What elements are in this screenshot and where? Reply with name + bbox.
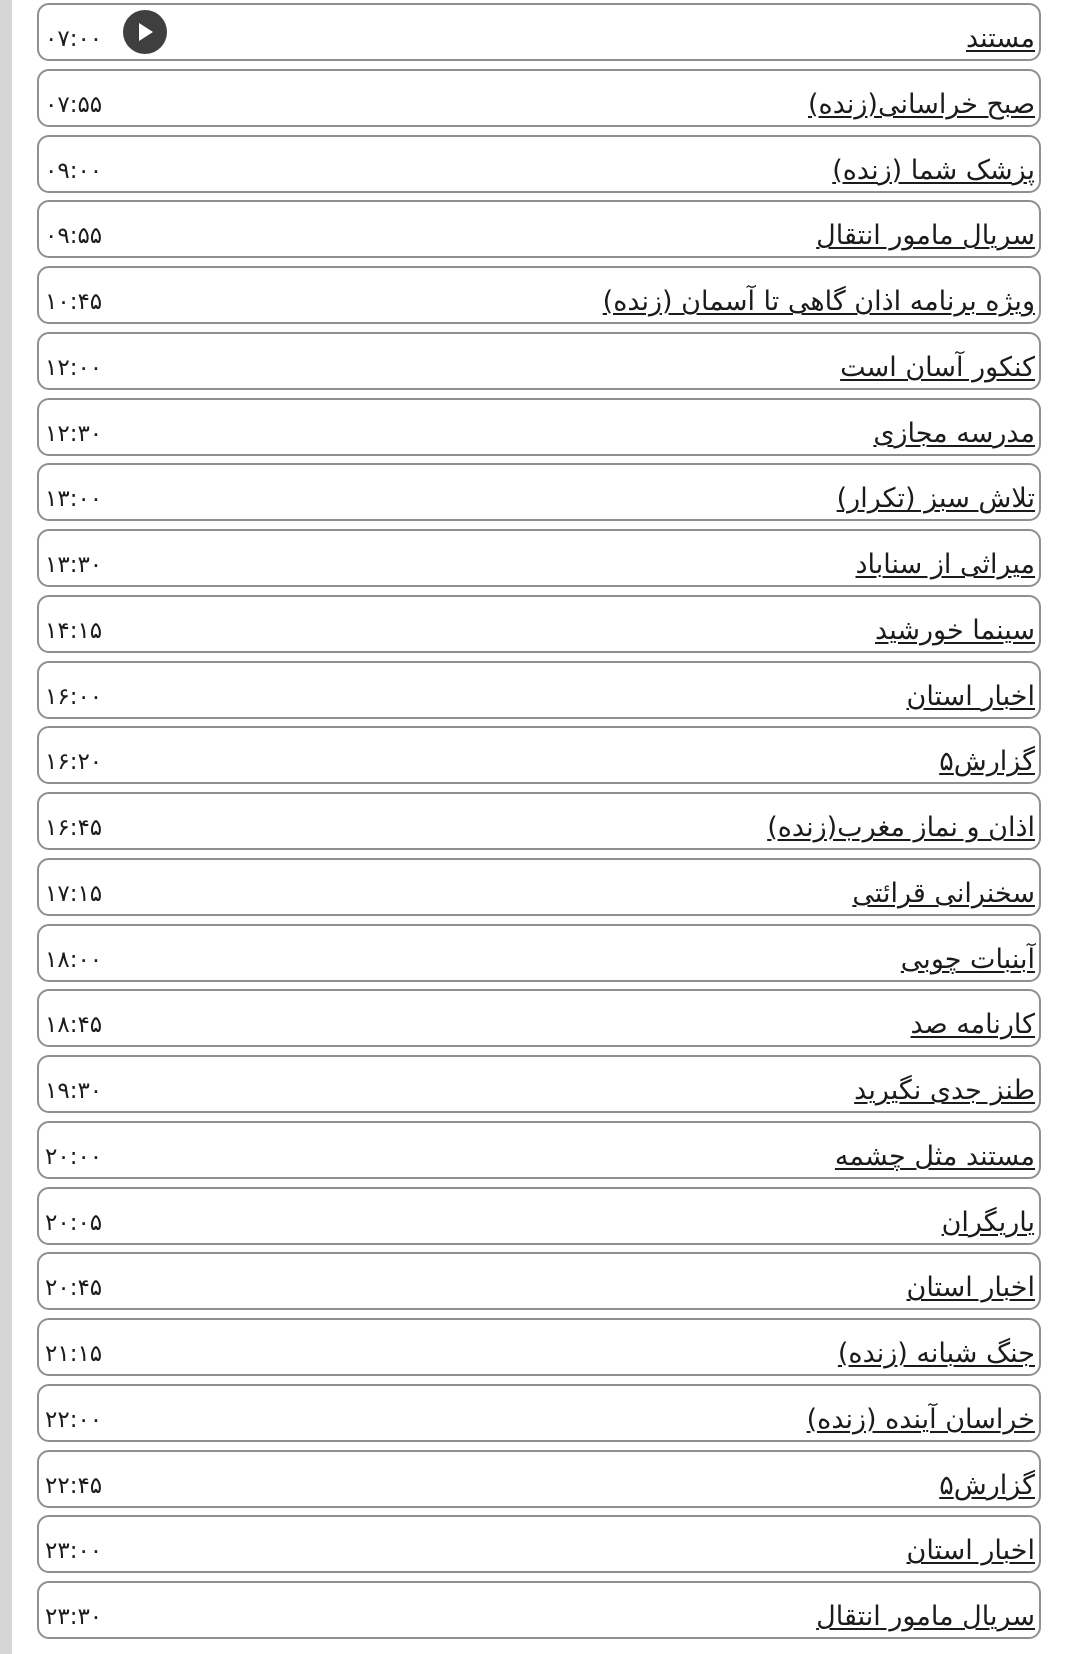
program-time: ۱۶:۲۰ — [45, 749, 103, 776]
schedule-item[interactable] — [37, 1450, 1041, 1508]
schedule-list — [37, 3, 1041, 1647]
program-title[interactable]: یاریگران — [941, 1206, 1035, 1238]
program-time: ۲۰:۰۰ — [45, 1143, 103, 1170]
program-title[interactable]: پزشک شما (زنده) — [832, 154, 1035, 186]
program-time: ۰۹:۰۰ — [45, 157, 103, 184]
program-title[interactable]: اخبار استان — [906, 680, 1035, 712]
program-time: ۰۹:۵۵ — [45, 223, 103, 250]
schedule-item[interactable] — [37, 3, 1041, 61]
schedule-item[interactable] — [37, 1515, 1041, 1573]
schedule-item[interactable] — [37, 135, 1041, 193]
program-title[interactable]: کنکور آسان است — [840, 351, 1035, 383]
program-title[interactable]: مستند مثل چشمه — [834, 1140, 1035, 1172]
program-title[interactable]: اذان و نماز مغرب(زنده) — [767, 812, 1035, 843]
program-time: ۲۳:۰۰ — [45, 1538, 103, 1565]
schedule-item[interactable] — [37, 200, 1041, 258]
program-time: ۱۹:۳۰ — [45, 1078, 103, 1104]
schedule-item[interactable] — [37, 1581, 1041, 1639]
program-time: ۱۳:۳۰ — [45, 552, 103, 578]
program-time: ۲۲:۰۰ — [45, 1406, 103, 1433]
schedule-item[interactable] — [37, 398, 1041, 456]
schedule-item[interactable] — [37, 1318, 1041, 1376]
schedule-item[interactable] — [37, 463, 1041, 521]
program-time: ۱۴:۱۵ — [45, 617, 103, 644]
program-title[interactable]: ویژه برنامه اذان گاهی تا آسمان (زنده) — [602, 286, 1035, 317]
program-time: ۲۰:۴۵ — [45, 1275, 103, 1302]
schedule-item[interactable] — [37, 332, 1041, 390]
schedule-item[interactable] — [37, 792, 1041, 850]
program-title[interactable]: مستند — [965, 23, 1035, 54]
schedule-item[interactable] — [37, 989, 1041, 1047]
program-title[interactable]: سخنرانی قرائتی — [852, 877, 1035, 909]
program-time: ۱۲:۳۰ — [45, 420, 103, 447]
program-time: ۱۰:۴۵ — [45, 289, 103, 315]
program-title[interactable]: آبنبات چوبی — [900, 943, 1035, 975]
program-time: ۰۷:۵۵ — [45, 91, 103, 118]
program-title[interactable]: میراثی از سناباد — [855, 549, 1035, 580]
schedule-item[interactable] — [37, 69, 1041, 127]
program-time: ۲۱:۱۵ — [45, 1341, 103, 1367]
program-time: ۱۷:۱۵ — [45, 880, 103, 907]
program-title[interactable]: طنز جدی نگیرید — [854, 1075, 1035, 1106]
program-title[interactable]: گزارش۵ — [939, 746, 1035, 778]
schedule-item[interactable] — [37, 1252, 1041, 1310]
program-title[interactable]: گزارش۵ — [939, 1469, 1035, 1501]
schedule-item[interactable] — [37, 924, 1041, 982]
program-time: ۱۶:۴۵ — [45, 815, 103, 841]
program-title[interactable]: سریال مامور انتقال — [816, 1601, 1035, 1632]
program-time: ۰۷:۰۰ — [45, 26, 103, 52]
schedule-item[interactable] — [37, 858, 1041, 916]
program-time: ۱۶:۰۰ — [45, 683, 103, 710]
schedule-item[interactable] — [37, 1055, 1041, 1113]
program-title[interactable]: سریال مامور انتقال — [816, 220, 1035, 252]
program-time: ۱۲:۰۰ — [45, 354, 103, 381]
program-title[interactable]: جنگ شبانه (زنده) — [837, 1338, 1035, 1369]
program-title[interactable]: صبح خراسانی(زنده) — [808, 88, 1035, 120]
program-title[interactable]: سینما خورشید — [875, 614, 1035, 646]
schedule-item[interactable] — [37, 1384, 1041, 1442]
left-edge-bar — [0, 0, 12, 1654]
program-title[interactable]: اخبار استان — [906, 1535, 1035, 1567]
program-title[interactable]: مدرسه مجازی — [873, 417, 1035, 449]
schedule-item[interactable] — [37, 595, 1041, 653]
schedule-item[interactable] — [37, 529, 1041, 587]
schedule-item[interactable] — [37, 1121, 1041, 1179]
schedule-item[interactable] — [37, 1187, 1041, 1245]
program-time: ۱۳:۰۰ — [45, 486, 103, 513]
program-time: ۱۸:۰۰ — [45, 946, 103, 973]
program-title[interactable]: کارنامه صد — [910, 1009, 1035, 1041]
schedule-item[interactable] — [37, 661, 1041, 719]
schedule-item[interactable] — [37, 266, 1041, 324]
program-title[interactable]: اخبار استان — [906, 1272, 1035, 1304]
schedule-item[interactable] — [37, 726, 1041, 784]
program-time: ۱۸:۴۵ — [45, 1012, 103, 1039]
program-title[interactable]: تلاش سبز (تکرار) — [836, 483, 1035, 515]
program-time: ۲۳:۳۰ — [45, 1604, 103, 1630]
play-icon — [135, 21, 155, 43]
program-title[interactable]: خراسان آینده (زنده) — [806, 1403, 1035, 1435]
play-button[interactable] — [123, 10, 167, 54]
program-time: ۲۲:۴۵ — [45, 1472, 103, 1499]
program-time: ۲۰:۰۵ — [45, 1209, 103, 1236]
